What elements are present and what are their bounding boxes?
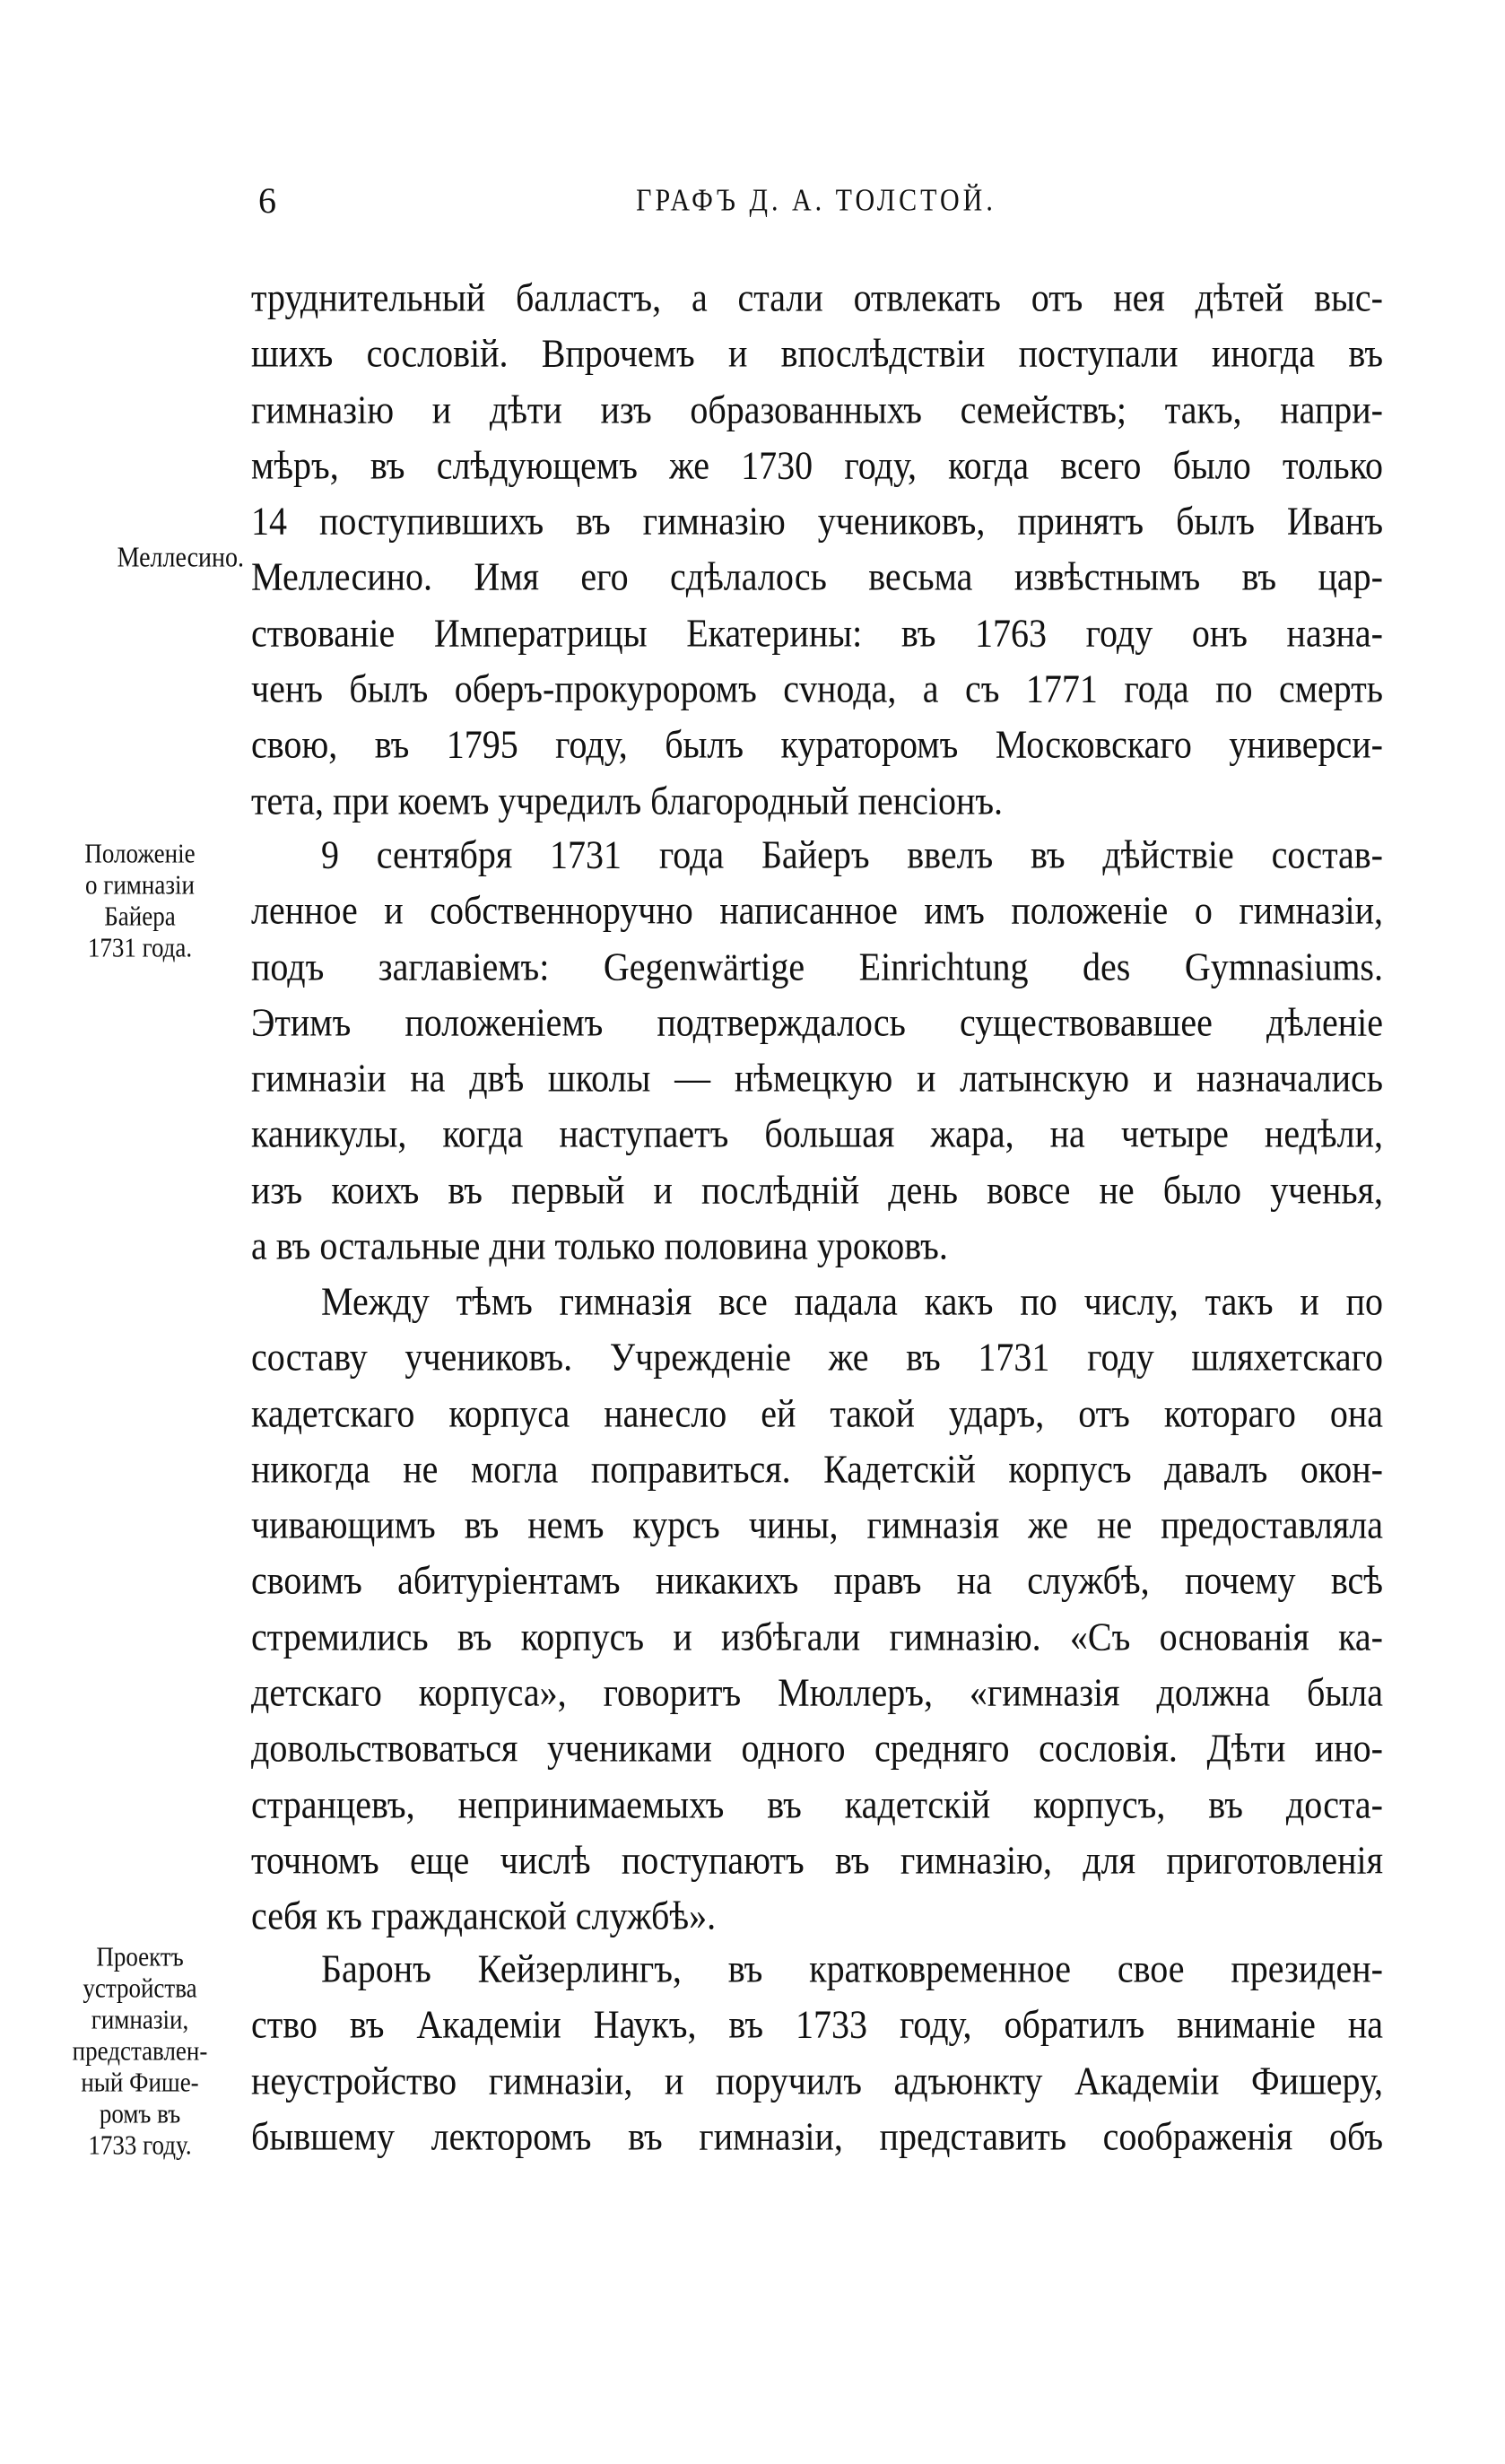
text-line: гимназію и дѣти изъ образованныхъ семействъ; такъ, напри-	[251, 386, 1383, 432]
margin-note-line: гимназіи,	[91, 2003, 189, 2035]
text-line: ство въ Академіи Наукъ, въ 1733 году, обратилъ вниманіе на	[251, 2001, 1383, 2047]
text-line: 14 поступившихъ въ гимназію учениковъ, принятъ былъ Иванъ	[251, 498, 1383, 544]
text-line: изъ коихъ въ первый и послѣдній день вовсе не было ученья,	[251, 1167, 1383, 1213]
margin-note-line: Положеніе	[84, 837, 196, 869]
margin-note-line: 1731 года.	[87, 931, 193, 963]
text-line: Между тѣмъ гимназія все падала какъ по числу, такъ и по	[321, 1278, 1383, 1324]
text-line: ствованіе Императрицы Екатерины: въ 1763 году онъ назна-	[251, 610, 1383, 656]
margin-note-line: о гимназіи	[85, 868, 195, 901]
margin-note-line: представлен-	[72, 2034, 208, 2067]
text-line: точномъ еще числѣ поступаютъ въ гимназію, для приготовленія	[251, 1837, 1383, 1883]
text-line: ченъ былъ оберъ-прокуроромъ сvнода, а съ 1771 года по смерть	[251, 666, 1383, 711]
text-line: довольствоваться учениками одного средняго сословія. Дѣти ино-	[251, 1725, 1383, 1771]
margin-note-mellesino	[36, 542, 244, 573]
margin-note-line: устройства	[83, 1972, 197, 2004]
margin-note-line: Проектъ	[96, 1940, 184, 1972]
text-line: неустройство гимназіи, и поручилъ адъюнкту Академіи Фишеру,	[251, 2057, 1383, 2103]
paragraph-keyserling	[251, 1941, 1383, 2164]
text-line: свою, въ 1795 году, былъ кураторомъ Московскаго универси-	[251, 721, 1383, 767]
paragraph-continuation	[251, 270, 1383, 829]
text-line: странцевъ, непринимаемыхъ въ кадетскій корпусъ, въ доста-	[251, 1781, 1383, 1827]
margin-note-bayer-regulation	[36, 838, 244, 963]
text-line: гимназіи на двѣ школы — нѣмецкую и латынскую и назначались	[251, 1055, 1383, 1101]
margin-note-fischer-project	[36, 1941, 244, 2161]
paragraph-bayer-1731	[251, 827, 1383, 1274]
text-line: Меллесино. Имя его сдѣлалось весьма извѣстнымъ въ цар-	[251, 553, 1383, 600]
text-line: никогда не могла поправиться. Кадетскій корпусъ давалъ окон-	[251, 1446, 1383, 1492]
text-line: ленное и собственноручно написанное имъ положеніе о гимназіи,	[251, 887, 1383, 933]
text-line: подъ заглавіемъ: Gegenwärtige Einrichtung des Gymnasiums.	[251, 943, 1383, 989]
text-line: детскаго корпуса», говоритъ Мюллеръ, «гимназія должна была	[251, 1669, 1383, 1715]
text-line: своимъ абитуріентамъ никакихъ правъ на службѣ, почему всѣ	[251, 1557, 1383, 1604]
text-line: бывшему лекторомъ въ гимназіи, представить соображенія объ	[251, 2113, 1383, 2159]
page-number: 6	[258, 180, 276, 221]
text-line: Этимъ положеніемъ подтверждалось существовавшее дѣленіе	[251, 999, 1383, 1045]
text-line: а въ остальные дни только половина уроковъ.	[251, 1223, 948, 1268]
text-line: тета, при коемъ учредилъ благородный пенсіонъ.	[251, 777, 1004, 823]
margin-note-line: ный Фише-	[81, 2066, 199, 2098]
text-line: чивающимъ въ немъ курсъ чины, гимназія же не предоставляла	[251, 1502, 1383, 1547]
text-line: 9 сентября 1731 года Байеръ ввелъ въ дѣйствіе состав-	[321, 831, 1383, 877]
margin-note-line: Байера	[104, 900, 176, 932]
text-line: мѣръ, въ слѣдующемъ же 1730 году, когда всего было только	[251, 442, 1383, 488]
paragraph-cadet-corps	[251, 1274, 1383, 1945]
text-line: Баронъ Кейзерлингъ, въ кратковременное свое президен-	[321, 1946, 1383, 1991]
text-line: составу учениковъ. Учрежденіе же въ 1731 году шляхетскаго	[251, 1334, 1383, 1380]
text-line: кадетскаго корпуса нанесло ей такой ударъ, отъ котораго она	[251, 1389, 1383, 1436]
text-line: труднительный балластъ, а стали отвлекать отъ нея дѣтей выс-	[251, 274, 1383, 320]
margin-note-line: ромъ въ	[99, 2097, 181, 2129]
text-line: себя къ гражданской службѣ».	[251, 1893, 717, 1938]
margin-note-line: Меллесино.	[117, 541, 244, 574]
text-line: каникулы, когда наступаетъ большая жара, на четыре недѣли,	[251, 1110, 1383, 1157]
margin-note-line: 1733 году.	[88, 2129, 192, 2161]
text-line: шихъ сословій. Впрочемъ и впослѣдствіи поступали иногда въ	[251, 330, 1383, 376]
running-title: ГРАФЪ Д. А. ТОЛСТОЙ.	[636, 183, 996, 218]
text-line: стремились въ корпусъ и избѣгали гимназію. «Съ основанія ка-	[251, 1614, 1383, 1659]
